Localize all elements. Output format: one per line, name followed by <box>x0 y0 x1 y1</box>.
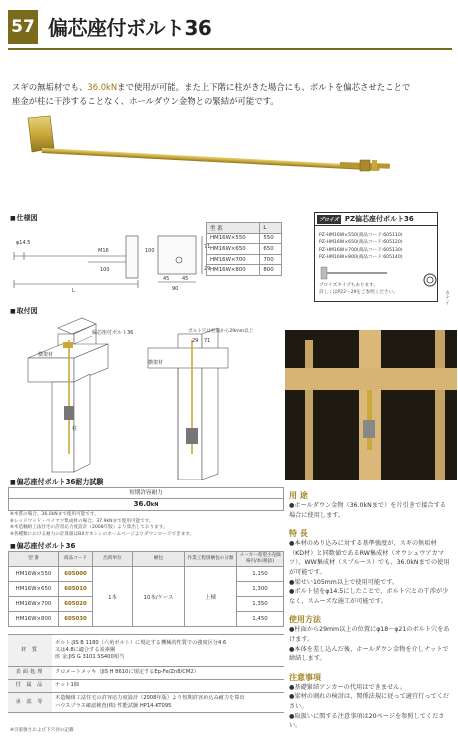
strength-heading: ■ 偏芯座付ボルト36耐力試験 <box>10 477 103 487</box>
table-row <box>8 635 284 667</box>
table-cell: 1,150 <box>237 567 284 582</box>
caution-heading: 注意事項 <box>289 672 321 682</box>
strength-box <box>8 487 284 511</box>
table-key: 材 質 <box>8 635 52 667</box>
table-header: 出荷単位 <box>93 552 133 567</box>
table-cell: 800 <box>260 265 282 276</box>
use-heading: 用 途 <box>289 491 308 500</box>
feature-text-1: ●本材のめり込みに対する基準強度が、スギの無垢材（KD材）と同数値であるRW集成材（オウシュウアカマツ）、WW集成材（スプルース）でも、36.0kNまでの使用が可能です。 <box>289 540 450 576</box>
dim-29: 29 <box>192 338 199 344</box>
use-text: ●ホールダウン金物（36.0kNまで）を片引きで接合する場合に使用します。 <box>289 502 446 519</box>
table-cell: 1,350 <box>237 597 284 612</box>
table-row <box>207 223 282 234</box>
dim-h100: 100 <box>145 248 155 254</box>
material-table <box>8 634 284 713</box>
table-row <box>8 693 284 713</box>
list-item: PZ-HM16W×700(商品コード:605130) <box>319 247 403 253</box>
vertical-label: カナイ <box>444 290 450 305</box>
product-table <box>8 551 284 627</box>
pz-note-1: プロイズタイプもあります。 <box>319 283 378 288</box>
table-cell: ボルト:JIS B 1180（六角ボルト）に規定する機械的性質での強度区分4.6 又は4.8に適合する炭素鋼 座 金:JIS G 3101 SS400相当 <box>52 635 284 667</box>
strength-value-row <box>9 499 283 510</box>
product-table-heading: ■ 偏芯座付ボルト36 <box>10 541 75 551</box>
table-row <box>9 552 284 567</box>
table-header: 梱包 <box>133 552 185 567</box>
dim-l: L <box>72 288 75 294</box>
table-header: メーカー希望小売価格円/本(税抜) <box>237 552 284 567</box>
table-cell: 1,450 <box>237 612 284 627</box>
product-code: 605030 <box>59 612 93 627</box>
feature-heading: 特 長 <box>289 529 308 539</box>
label-beam-left: 横架材 <box>38 352 54 358</box>
product-code: 605010 <box>59 582 93 597</box>
strength-label: 短期許容耐力 <box>9 488 283 499</box>
right-column <box>289 490 451 731</box>
pz-header <box>315 213 437 226</box>
caution-text-3: ●取扱いに関する注意事項は20ページを参照してください。 <box>289 712 445 730</box>
installation-photo <box>285 330 457 480</box>
bolt-product-image <box>10 110 450 220</box>
spec-heading: ■ 仕様図 <box>10 213 38 223</box>
note-line: ※木造軸組工法住宅の許容応力度設計（2008年版）より算出しております。 <box>10 525 168 530</box>
table-header: 作業工程別梱包の分類 <box>185 552 237 567</box>
table-header: 型 番 <box>207 223 260 234</box>
list-item: PZ-HM16W×650(商品コード:605120) <box>319 240 403 246</box>
feature-text-3: ●ボルト径をφ14.5にしたことで、ボルト穴との干渉が少なく、スムーズな施工が可能です。 <box>289 588 449 605</box>
lead-text <box>12 80 452 108</box>
dim-h29: 29 <box>204 266 211 272</box>
table-header: L <box>260 223 282 234</box>
table-key: 表面処理 <box>8 667 52 680</box>
table-cell: HM16W×550 <box>207 233 260 244</box>
lead-part: 座金が柱に干渉することなく、ホールダウン金物との緊結が可能です。 <box>12 96 279 106</box>
dim-len100: 100 <box>100 267 110 273</box>
dim-w3: 90 <box>172 286 179 292</box>
note-line: ※レッドウッド・ベイマツ集成材の場合、37.9kNまで使用可能です。 <box>10 518 154 524</box>
strength-notes <box>10 512 282 538</box>
dim-w2: 45 <box>182 276 189 282</box>
table-cell: 木造軸組工法住宅の許容応力度設計（2008年版）より短期許容め込み耐力を算出 ハウスプラス確認検査(株) 性能試験 HP14-KT095 <box>52 693 284 713</box>
table-cell: 1,300 <box>237 582 284 597</box>
table-row <box>207 244 282 255</box>
dim-w1: 45 <box>163 276 170 282</box>
pz-bolt-image <box>319 265 389 281</box>
table-cell: 650 <box>260 244 282 255</box>
product-code: 605000 <box>59 567 93 582</box>
caution-text-1: ●基礎緊結アンカーの代用はできません。 <box>289 683 406 691</box>
spec-table <box>206 222 282 276</box>
strength-unit: kN <box>150 502 159 508</box>
howto-text-1: ●柱面から29mm以上の位置にφ18～φ21のボルト穴をあけます。 <box>289 626 450 643</box>
table-cell: クロメートメッキ（JIS H 8610に規定するEp-Fe/Zn8/CM2） <box>52 667 284 680</box>
table-row <box>207 265 282 276</box>
howto-text-2: ●本体を差し込んだ後、ホールダウン金物を介しナットで締結します。 <box>289 645 449 663</box>
lead-part: スギの無垢材でも、 <box>12 82 88 92</box>
table-cell: HM16W×700 <box>207 254 260 265</box>
table-cell: 10本/ケース <box>133 567 185 627</box>
photo-illustration <box>285 330 457 480</box>
label-bolt: 偏芯座付ボルト36 <box>92 330 134 336</box>
mount-drawing <box>8 314 280 480</box>
page-number: 57 <box>8 10 38 44</box>
table-cell: HM16W×700 <box>9 597 59 612</box>
page-title: 偏芯座付ボルト36 <box>48 16 212 40</box>
footnote: ※引張強さおよび下穴径の記載 <box>10 728 74 733</box>
lead-highlight: 36.0kN <box>87 82 118 92</box>
label-beam-right: 横架材 <box>148 360 164 366</box>
howto-heading: 使用方法 <box>289 615 321 625</box>
list-item: PZ-HM16W×550(商品コード:605110) <box>319 233 403 238</box>
strength-value: 36.0 <box>133 500 151 508</box>
table-cell: 1本 <box>93 567 133 627</box>
note-line: ※木質の場合、36.0kNまで使用可能です。 <box>10 512 99 517</box>
dim-d: φ14.5 <box>16 240 31 246</box>
mount-heading: ■ 取付図 <box>10 306 38 316</box>
table-row <box>8 667 284 680</box>
pz-note-2: 詳しくはP22～29をご参照ください。 <box>319 290 398 295</box>
list-item: PZ-HM16W×800(商品コード:605140) <box>319 255 403 261</box>
table-cell: HM16W×650 <box>207 244 260 255</box>
dim-71: 71 <box>204 338 211 344</box>
table-cell: 700 <box>260 254 282 265</box>
table-row <box>207 254 282 265</box>
table-key: 付 属 品 <box>8 680 52 693</box>
feature-text-2: ●梁せい105mm以上で使用可能です。 <box>289 578 399 586</box>
table-cell: 550 <box>260 233 282 244</box>
table-row <box>8 680 284 693</box>
table-cell: HM16W×650 <box>9 582 59 597</box>
label-post: 柱 <box>72 426 78 432</box>
pz-list <box>315 226 437 262</box>
table-row <box>9 567 284 582</box>
pz-title: PZ偏芯座付ボルト36 <box>344 215 414 223</box>
product-code: 605020 <box>59 597 93 612</box>
note-line: ※各種類における耐力の計算値はBXカネシンのホームページよりダウンロードできます。 <box>10 531 195 537</box>
pz-product-box <box>314 212 438 302</box>
dim-h71: 71 <box>204 244 211 250</box>
table-row <box>207 233 282 244</box>
caution-text-2: ●梁材の割れの検討は、関係法規に従って適宜行ってください。 <box>289 693 450 710</box>
dim-m: M16 <box>98 248 109 254</box>
table-cell: HM16W×800 <box>9 612 59 627</box>
header-rule <box>8 48 452 50</box>
table-header: 商品コード <box>59 552 93 567</box>
pz-label-icon <box>423 273 437 287</box>
label-hole: ボルト穴は柱面から29mm以上 <box>188 329 254 334</box>
table-cell: 上棟 <box>185 567 237 627</box>
lead-part: まで使用が可能。また上下階に柱がきた場合にも、ボルトを偏芯させたことで <box>117 82 411 92</box>
pz-logo: プロイズ <box>319 216 339 223</box>
table-header: 型 番 <box>9 552 59 567</box>
table-key: 承 認 等 <box>8 693 52 713</box>
table-cell: ナット1個 <box>52 680 284 693</box>
table-cell: HM16W×550 <box>9 567 59 582</box>
table-cell: HM16W×800 <box>207 265 260 276</box>
